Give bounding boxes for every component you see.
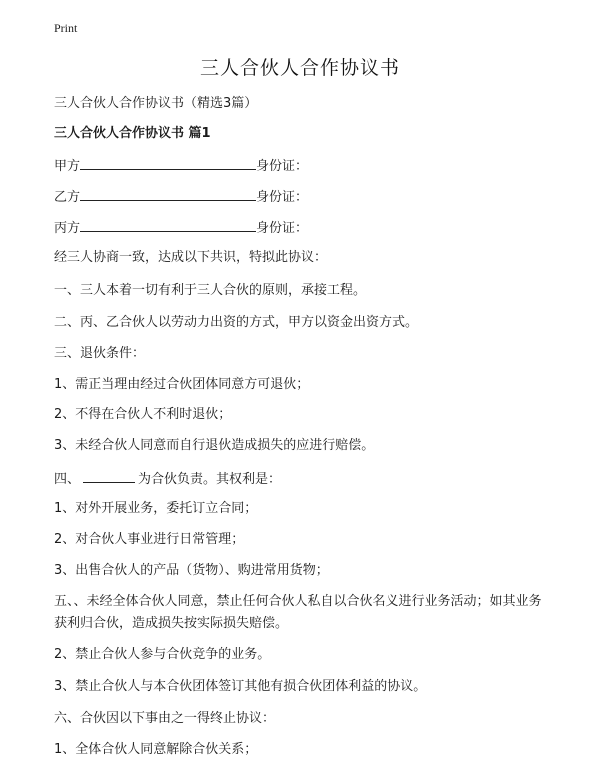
blank-line	[80, 155, 256, 170]
clause-4	[54, 468, 281, 489]
clause-4-item-3: 3、出售合伙人的产品（货物）、购进常用货物；	[54, 563, 329, 578]
clause-5: 五、、未经全体合伙人同意，禁止任何合伙人私自以合伙名义进行业务活动；如其业务获利归合伙，造成损失按实际损失赔偿。	[54, 594, 542, 631]
clause-3: 三、退伙条件：	[54, 346, 146, 361]
blank-line	[80, 217, 256, 232]
party-row-a	[54, 155, 308, 176]
clause-5-item-2: 2、禁止合伙人参与合伙竞争的业务。	[54, 647, 271, 662]
id-label: 身份证：	[256, 159, 309, 174]
id-label: 身份证：	[256, 221, 309, 236]
clause-6: 六、合伙因以下事由之一得终止协议：	[54, 711, 276, 726]
clause-3-item-2: 2、不得在合伙人不利时退伙；	[54, 407, 232, 422]
clause-2: 二、丙、乙合伙人以劳动力出资的方式，甲方以资金出资方式。	[54, 315, 419, 330]
party-row-b	[54, 186, 308, 207]
section-heading: 三人合伙人合作协议书 篇1	[54, 126, 211, 141]
document-subtitle: 三人合伙人合作协议书（精选3篇）	[54, 96, 258, 111]
clause-6-item-1: 1、全体合伙人同意解除合伙关系；	[54, 742, 258, 757]
clause-4-suffix: 为合伙负责。其权利是：	[138, 472, 282, 487]
clause-4-item-1: 1、对外开展业务，委托订立合同；	[54, 501, 258, 516]
party-name: 乙方	[54, 190, 81, 205]
document-title: 三人合伙人合作协议书	[199, 57, 400, 79]
clause-4-prefix: 四、	[54, 472, 81, 487]
clause-4-item-2: 2、对合伙人事业进行日常管理；	[54, 532, 245, 547]
blank-line	[80, 186, 256, 201]
id-label: 身份证：	[256, 190, 309, 205]
clause-3-item-1: 1、需正当理由经过合伙团体同意方可退伙；	[54, 377, 310, 392]
intro-paragraph: 经三人协商一致，达成以下共识，特拟此协议：	[54, 250, 328, 265]
blank-line	[83, 468, 135, 483]
party-row-c	[54, 217, 308, 238]
clause-1: 一、三人本着一切有利于三人合伙的原则，承接工程。	[54, 283, 367, 298]
party-name: 甲方	[54, 159, 81, 174]
clause-5-item-3: 3、禁止合伙人与本合伙团体签订其他有损合伙团体利益的协议。	[54, 679, 427, 694]
party-name: 丙方	[54, 221, 81, 236]
print-link[interactable]: Print	[54, 21, 78, 35]
clause-3-item-3: 3、未经合伙人同意而自行退伙造成损失的应进行赔偿。	[54, 438, 375, 453]
